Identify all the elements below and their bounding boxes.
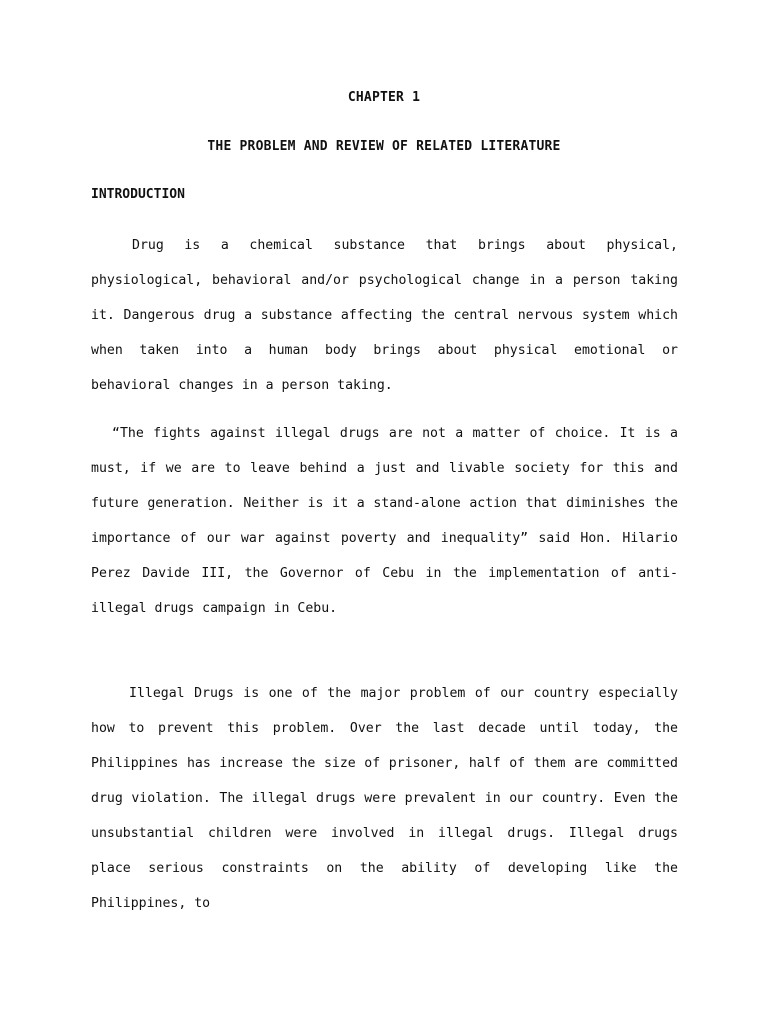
paragraph-illegal-drugs-problem: Illegal Drugs is one of the major problem of our country especially how to prevent this problem. Over the last decade until today, the Philippines has increase the size of prisoner, half of them are committed drug violation. The illegal drugs were prevalent in our country. Even the unsubstantial children were involved in illegal drugs. Illegal drugs place serious constraints on the ability of developing like the Philippines, to: [91, 686, 678, 911]
paragraph-drug-definition: Drug is a chemical substance that brings about physical, physiological, behavioral and/or psychological change in a person taking it. Dangerous drug a substance affecting the central nervous system which when taken into a human body brings about physical emotional or behavioral changes in a person taking.: [91, 238, 678, 393]
paragraph-governor-quote: “The fights against illegal drugs are not a matter of choice. It is a must, if we are to leave behind a just and livable society for this and future generation. Neither is it a stand-alone action that diminishes the importance of our war against poverty and inequality” said Hon. Hilario Perez Davide III, the Governor of Cebu in the implementation of anti-illegal drugs campaign in Cebu.: [91, 426, 678, 616]
chapter-title: THE PROBLEM AND REVIEW OF RELATED LITERATURE: [207, 139, 561, 154]
section-heading: INTRODUCTION: [91, 187, 185, 202]
chapter-heading: CHAPTER 1: [347, 90, 421, 105]
